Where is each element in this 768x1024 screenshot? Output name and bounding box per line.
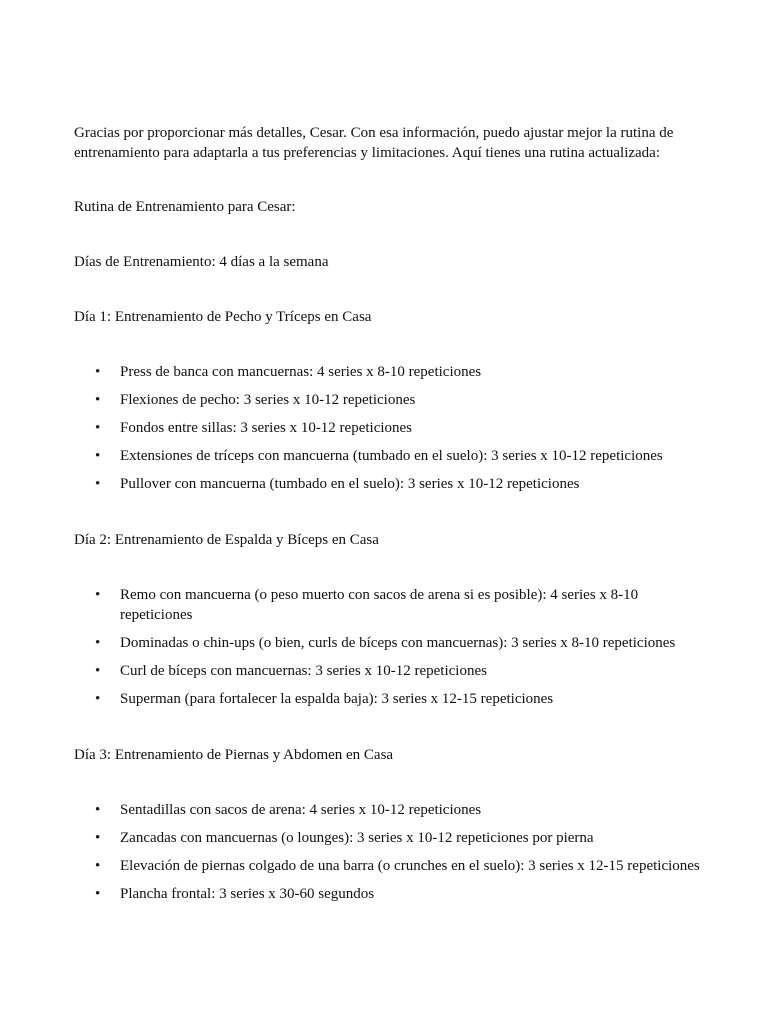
list-item [74, 585, 700, 625]
exercise-text: Sentadillas con sacos de arena: 4 series x 10-12 repeticiones [120, 802, 482, 818]
list-item [74, 661, 700, 681]
routine-title: Rutina de Entrenamiento para Cesar: [74, 199, 296, 215]
list-item [74, 884, 700, 904]
bullet-icon: • [95, 364, 101, 380]
exercise-text: Press de banca con mancuernas: 4 series x 8-10 repeticiones [120, 364, 482, 380]
intro-paragraph: Gracias por proporcionar más detalles, Cesar. Con esa información, puedo ajustar mejor la rutina de entrenamiento para adaptarla a tus preferencias y limitaciones. Aquí tienes una rutina actualizada: [74, 125, 674, 161]
bullet-icon: • [95, 663, 101, 679]
day-2-exercise-list [74, 585, 700, 709]
exercise-text: Fondos entre sillas: 3 series x 10-12 repeticiones [120, 420, 413, 436]
training-days-line: Días de Entrenamiento: 4 días a la semana [74, 254, 329, 270]
exercise-text: Flexiones de pecho: 3 series x 10-12 repeticiones [120, 392, 416, 408]
exercise-text: Plancha frontal: 3 series x 30-60 segundos [120, 886, 375, 902]
exercise-text: Elevación de piernas colgado de una barra (o crunches en el suelo): 3 series x 12-15 repeticiones [120, 858, 700, 874]
exercise-text: Remo con mancuerna (o peso muerto con sacos de arena si es posible): 4 series x 8-10 repeticiones [120, 587, 639, 623]
list-item [74, 446, 700, 466]
exercise-text: Curl de bíceps con mancuernas: 3 series x 10-12 repeticiones [120, 663, 487, 679]
list-item [74, 689, 700, 709]
bullet-icon: • [95, 635, 101, 651]
exercise-text: Zancadas con mancuernas (o lounges): 3 series x 10-12 repeticiones por pierna [120, 830, 594, 846]
exercise-text: Superman (para fortalecer la espalda baja): 3 series x 12-15 repeticiones [120, 691, 554, 707]
day-1-exercise-list [74, 362, 700, 494]
bullet-icon: • [95, 392, 101, 408]
exercise-text: Dominadas o chin-ups (o bien, curls de bíceps con mancuernas): 3 series x 8-10 repeticiones [120, 635, 676, 651]
exercise-text: Extensiones de tríceps con mancuerna (tumbado en el suelo): 3 series x 10-12 repeticiones [120, 448, 663, 464]
bullet-icon: • [95, 420, 101, 436]
bullet-icon: • [95, 886, 101, 902]
bullet-icon: • [95, 448, 101, 464]
bullet-icon: • [95, 691, 101, 707]
bullet-icon: • [95, 587, 101, 603]
bullet-icon: • [95, 830, 101, 846]
document-page [74, 123, 700, 912]
list-item [74, 474, 700, 494]
list-item [74, 828, 700, 848]
list-item [74, 362, 700, 382]
list-item [74, 390, 700, 410]
list-item [74, 633, 700, 653]
day-2-heading: Día 2: Entrenamiento de Espalda y Bíceps en Casa [74, 532, 379, 548]
list-item [74, 800, 700, 820]
day-3-exercise-list [74, 800, 700, 904]
exercise-text: Pullover con mancuerna (tumbado en el suelo): 3 series x 10-12 repeticiones [120, 476, 580, 492]
day-1-heading: Día 1: Entrenamiento de Pecho y Tríceps en Casa [74, 309, 372, 325]
bullet-icon: • [95, 476, 101, 492]
bullet-icon: • [95, 802, 101, 818]
list-item [74, 856, 700, 876]
list-item [74, 418, 700, 438]
day-3-heading: Día 3: Entrenamiento de Piernas y Abdomen en Casa [74, 747, 394, 763]
bullet-icon: • [95, 858, 101, 874]
